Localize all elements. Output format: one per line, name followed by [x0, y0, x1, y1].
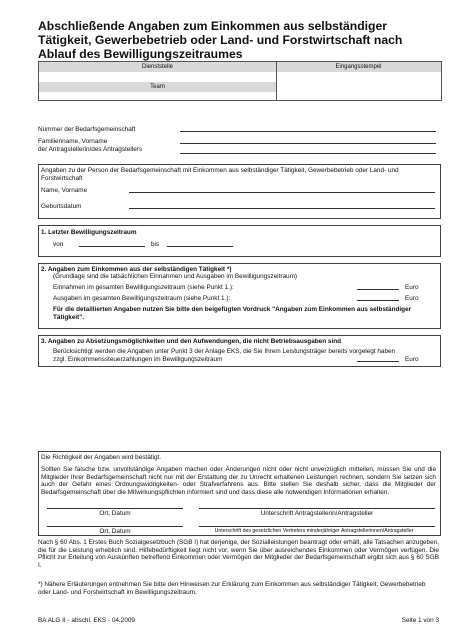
income-currency: Euro: [405, 284, 419, 291]
place-date-label-2: Ort, Datum: [99, 528, 131, 535]
section-2-box: [38, 263, 441, 329]
bg-number-field[interactable]: [180, 131, 436, 132]
warning-text: Sollten Sie falsche bzw. unvollständige Angaben machen oder Änderungen nicht oder nicht unverzüglich mitteilen, müssen Sie und die Mitglieder Ihrer Bedarfsgemeinschaft nicht nur mit der Erstattung der zu Unrecht erhaltenen Leistungen rechnen, sondern Sie setzen sich auch der Gefahr eines Ordnungswidrigkeiten- oder Strafverfahrens aus. Bitte stellen Sie deshalb sicher, dass die Mitglieder der Bedarfsgemeinschaft über die Mitwirkungspflichten informiert sind und dass diese alle notwendigen Informationen erhalten.: [41, 466, 436, 496]
applicant-name-label-1: Familienname, Vorname: [38, 138, 108, 145]
declaration-box: [38, 451, 441, 536]
section-2-note: Für die detaillierten Angaben nutzen Sie bitte den beigefügten Vordruck "Angaben zum Einkommen aus selbständiger Tätigkeit".: [53, 306, 412, 321]
applicant-name-field[interactable]: [180, 143, 436, 144]
dienststelle-label: Dienststelle: [39, 62, 277, 72]
guardian-signature-line[interactable]: [199, 526, 435, 527]
person-name-field[interactable]: [129, 192, 435, 193]
section-1-heading: 1. Letzter Bewilligungszeitraum: [41, 229, 137, 236]
section-3-text-1: Berücksichtigt werden die Angaben unter Punkt 3 der Anlage EKS, die Sie Ihrem Leistungsträger bereits vorgelegt haben: [53, 348, 396, 355]
place-date-label-1: Ort, Datum: [99, 510, 131, 517]
document-title: Abschließende Angaben zum Einkommen aus selbständiger Tätigkeit, Gewerbebetrieb oder Land- und Forstwirtschaft nach Ablauf des Bewilligungszeitraumes: [38, 19, 403, 61]
person-box: [38, 164, 441, 219]
page-number: Seite 1 von 3: [401, 617, 439, 624]
office-header-box: [38, 61, 442, 101]
section-3-text-2: zzgl. Einkommenssteuerzahlungen im Bewilligungszeitraum: [53, 356, 223, 363]
footnote: *) Nähere Erläuterungen entnehmen Sie bitte den Hinweisen zur Erklärung zum Einkommen aus selbständiger Tätigkeit, Gewerbebetrieb oder Land- und Forstwirtschaft im Bewilligungszeitraum.: [38, 581, 426, 596]
section-3-heading: 3. Angaben zu Absetzungsmöglichkeiten und den Aufwendungen, die nicht Betriebsausgaben sind: [41, 338, 342, 345]
expenses-field[interactable]: [357, 300, 399, 301]
income-label: Einnahmen im gesamten Bewilligungszeitraum (siehe Punkt 1.):: [53, 284, 234, 291]
applicant-name-label-2: der Antragstellerin/des Antragstellers: [38, 146, 143, 153]
section-2-heading: 2. Angaben zum Einkommen aus der selbständigen Tätigkeit *): [41, 266, 232, 273]
tax-payments-field[interactable]: [357, 361, 399, 362]
applicant-name-field-2[interactable]: [180, 153, 436, 154]
guardian-signature-label: Unterschrift des gesetzlichen Vertreters minderjähriger Antragstellerinnen/Antragsteller: [214, 528, 414, 534]
place-date-line-2[interactable]: [47, 526, 183, 527]
expenses-label: Ausgaben im gesamten Bewilligungszeitraum (siehe Punkt 1.):: [53, 295, 231, 302]
person-name-label: Name, Vorname: [41, 187, 88, 194]
section-2-subtitle: (Grundlage sind die tatsächlichen Einnahmen und Ausgaben im Bewilligungszeitraum): [53, 273, 298, 280]
applicant-signature-line[interactable]: [199, 508, 435, 509]
birth-date-field[interactable]: [129, 208, 435, 209]
header-divider: [276, 62, 277, 100]
expenses-currency: Euro: [405, 295, 419, 302]
applicant-signature-label: Unterschrift Antragstellerin/Antragsteller: [260, 510, 374, 517]
period-from-field[interactable]: [79, 246, 145, 247]
team-label: Team: [39, 82, 276, 92]
section-3-box: [38, 335, 441, 367]
period-to-label: bis: [151, 241, 160, 248]
person-box-intro: Angaben zu der Person der Bedarfsgemeinschaft mit Einkommen aus selbständiger Tätigkeit, Gewerbebetrieb oder Land- und Forstwirtschaft: [41, 167, 399, 182]
legal-text: Nach § 60 Abs. 1 Erstes Buch Sozialgesetzbuch (SGB I) hat derjenige, der Sozialleistungen beantragt oder erhält, alle Tatsachen anzugeben, die für die Leistung erheblich sind. Hilfebedürftigkeit liegt nicht vor, wenn Sie über ausreichendes Einkommen oder Vermögen verfügen. Die Pflicht zur Erteilung von Auskünften betreffend Einkommen oder Vermögen der Mitglieder der Bedarfsgemeinschaft ergibt sich aus § 60 SGB I.: [38, 539, 439, 569]
period-from-label: von: [53, 241, 64, 248]
tax-currency: Euro: [405, 356, 419, 363]
bg-number-label: Nummer der Bedarfsgemeinschaft: [38, 126, 136, 133]
confirmation-text: Die Richtigkeit der Angaben wird bestätigt.: [41, 454, 162, 461]
period-to-field[interactable]: [167, 246, 233, 247]
place-date-line-1[interactable]: [47, 508, 183, 509]
form-id: BA ALG II - abschl. EKS - 04.2009: [38, 617, 135, 624]
income-field[interactable]: [357, 289, 399, 290]
section-1-box: [38, 225, 441, 257]
eingangsstempel-label: Eingangsstempel: [276, 62, 441, 72]
birth-date-label: Geburtsdatum: [41, 203, 82, 210]
